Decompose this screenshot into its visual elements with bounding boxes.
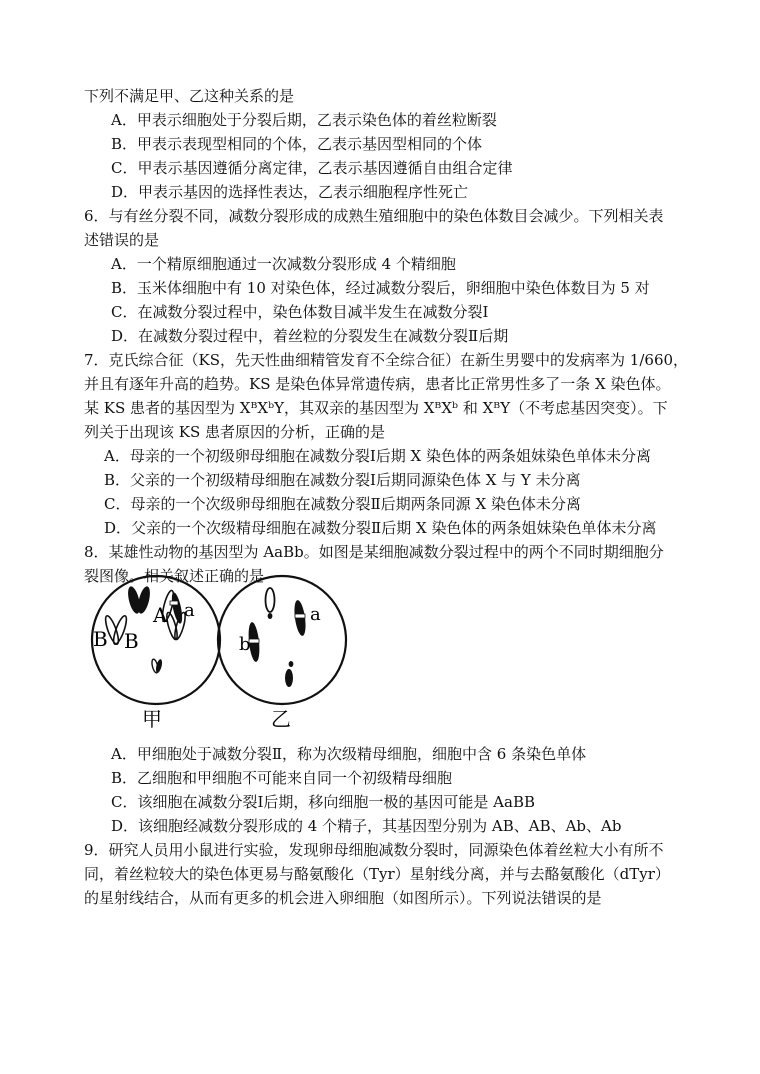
chromosome-right-a: [293, 599, 308, 636]
q5-option-b: B．甲表示表现型相同的个体，乙表示基因型相同的个体: [111, 135, 483, 153]
q8-option-c: C．该细胞在减数分裂Ⅰ后期，移向细胞一极的基因可能是 AaBB: [111, 793, 535, 811]
gene-label-A: A: [153, 603, 168, 627]
q8-stem-line-2: 裂图像。相关叙述正确的是: [84, 567, 265, 585]
cell-division-figure: [84, 574, 414, 734]
cell-label-yi: 乙: [271, 707, 291, 731]
q7-stem-line-3: 某 KS 患者的基因型为 XᴮXᵇY，其双亲的基因型为 XᴮXᵇ 和 XᴮY（不考虑基因突变）。下: [84, 399, 668, 417]
chromosome-bottom-small: [285, 661, 293, 687]
gene-label-b: b: [239, 634, 251, 655]
q7-option-b: B．父亲的一个初级精母细胞在减数分裂Ⅰ后期同源染色体 X 与 Y 未分离: [104, 471, 581, 489]
q6-stem-line-1: 6．与有丝分裂不同，减数分裂形成的成熟生殖细胞中的染色体数目会减少。下列相关表: [84, 207, 664, 225]
q9-stem-line-1: 9．研究人员用小鼠进行实验，发现卵母细胞减数分裂时，同源染色体着丝粒大小有所不: [84, 841, 664, 859]
q8-stem-line-1: 8．某雄性动物的基因型为 AaBb。如图是某细胞减数分裂过程中的两个不同时期细胞分: [84, 543, 664, 561]
chromosome-small: [151, 659, 163, 674]
q7-option-a: A．母亲的一个初级卵母细胞在减数分裂Ⅰ后期 X 染色体的两条姐妹染色单体未分离: [104, 447, 651, 465]
chromosome-solid-top: [126, 585, 152, 615]
q7-stem-line-2: 并且有逐年升高的趋势。KS 是染色体异常遗传病，患者比正常男性多了一条 X 染色体。: [84, 375, 671, 393]
cell-jia: [92, 576, 220, 731]
q6-option-a: A．一个精原细胞通过一次减数分裂形成 4 个精细胞: [111, 255, 456, 273]
q7-option-d: D．父亲的一个次级精母细胞在减数分裂Ⅱ后期 X 染色体的两条姐妹染色单体未分离: [104, 519, 657, 537]
q7-option-c: C．母亲的一个次级卵母细胞在减数分裂Ⅱ后期两条同源 X 染色体未分离: [104, 495, 581, 513]
cell-yi: [218, 576, 346, 731]
chromosome-top-hollow: [266, 588, 275, 619]
q5-option-a: A．甲表示细胞处于分裂后期，乙表示染色体的着丝粒断裂: [111, 111, 497, 129]
q8-option-a: A．甲细胞处于减数分裂Ⅱ，称为次级精母细胞，细胞中含 6 条染色单体: [111, 745, 587, 763]
q6-option-d: D．在减数分裂过程中，着丝粒的分裂发生在减数分裂Ⅱ后期: [111, 327, 509, 345]
q9-stem-line-2: 同，着丝粒较大的染色体更易与酪氨酸化（Tyr）星射线分离，并与去酪氨酸化（dTyr）: [84, 865, 670, 883]
q7-stem-line-1: 7．克氏综合征（KS，先天性曲细精管发育不全综合征）在新生男婴中的发病率为 1/660，: [84, 351, 689, 369]
gene-label-B-right: B: [124, 629, 139, 653]
q5-option-d: D．甲表示基因的选择性表达，乙表示细胞程序性死亡: [111, 183, 469, 201]
q6-stem-line-2: 述错误的是: [84, 231, 160, 249]
q9-stem-line-3: 的星射线结合，从而有更多的机会进入卵细胞（如图所示）。下列说法错误的是: [84, 889, 602, 907]
gene-label-B-left: B: [93, 627, 108, 651]
q7-stem-line-4: 列关于出现该 KS 患者原因的分析，正确的是: [84, 423, 386, 441]
q5-option-c: C．甲表示基因遵循分离定律，乙表示基因遵循自由组合定律: [111, 159, 513, 177]
gene-label-a: a: [184, 600, 195, 621]
q8-option-b: B．乙细胞和甲细胞不可能来自同一个初级精母细胞: [111, 769, 453, 787]
gene-label-a-yi: a: [310, 604, 321, 625]
q8-option-d: D．该细胞经减数分裂形成的 4 个精子，其基因型分别为 AB、AB、Ab、Ab: [111, 817, 622, 835]
question-5-stem-tail: 下列不满足甲、乙这种关系的是: [84, 87, 295, 105]
cell-label-jia: 甲: [142, 707, 162, 731]
q6-option-b: B．玉米体细胞中有 10 对染色体，经过减数分裂后，卵细胞中染色体数目为 5 对: [111, 279, 650, 297]
q6-option-c: C．在减数分裂过程中，染色体数目减半发生在减数分裂Ⅰ: [111, 303, 489, 321]
